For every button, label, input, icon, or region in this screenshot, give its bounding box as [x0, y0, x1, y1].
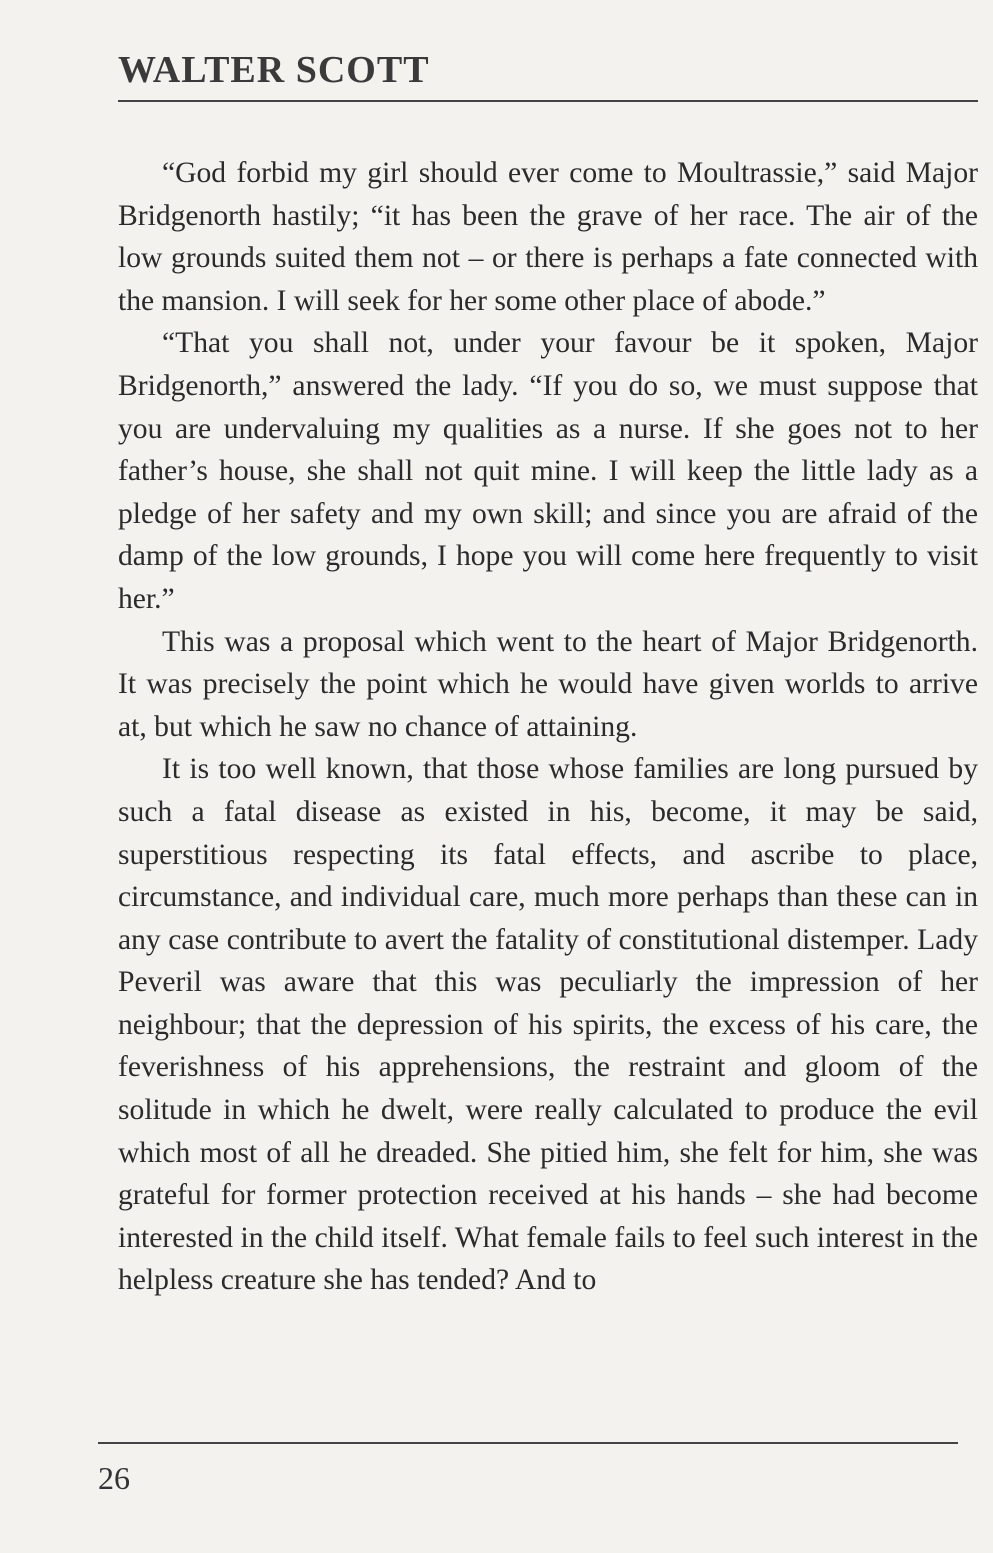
- paragraph: It is too well known, that those whose families are long pursued by such a fatal disease as existed in his, become, it may be said, superstitious respecting its fatal effects, and ascribe to place, circumstance, and individual care, much more perhaps than these can in any case contribute to avert the fatality of constitutional distemper. Lady Peveril was aware that this was peculiarly the impression of her neighbour; that the depression of his spirits, the excess of his care, the feverishness of his apprehensions, the restraint and gloom of the solitude in which he dwelt, were really calculated to produce the evil which most of all he dreaded. She pitied him, she felt for him, she was grateful for former protection received at his hands – she had become interested in the child itself. What female fails to feel such interest in the helpless creature she has tended? And to: [118, 753, 978, 1297]
- footer-rule: [98, 1442, 958, 1444]
- body-text: [118, 152, 978, 1302]
- paragraph: “God forbid my girl should ever come to Moultrassie,” said Major Bridgenorth hastily; “it has been the grave of her race. The air of the low grounds suited them not – or there is perhaps a fate connected with the mansion. I will seek for her some other place of abode.”: [118, 157, 978, 317]
- header-rule: [118, 100, 978, 102]
- paragraph: This was a proposal which went to the heart of Major Bridgenorth. It was precisely the point which he would have given worlds to arrive at, but which he saw no chance of attaining.: [118, 625, 978, 743]
- page-number: 26: [98, 1460, 130, 1496]
- running-header-title: WALTER SCOTT: [118, 49, 430, 91]
- paragraph: “That you shall not, under your favour be it spoken, Major Bridgenorth,” answered the lady. “If you do so, we must suppose that you are undervaluing my qualities as a nurse. If she goes not to her father’s house, she shall not quit mine. I will keep the little lady as a pledge of her safety and my own skill; and since you are afraid of the damp of the low grounds, I hope you will come here frequently to visit her.”: [118, 327, 978, 615]
